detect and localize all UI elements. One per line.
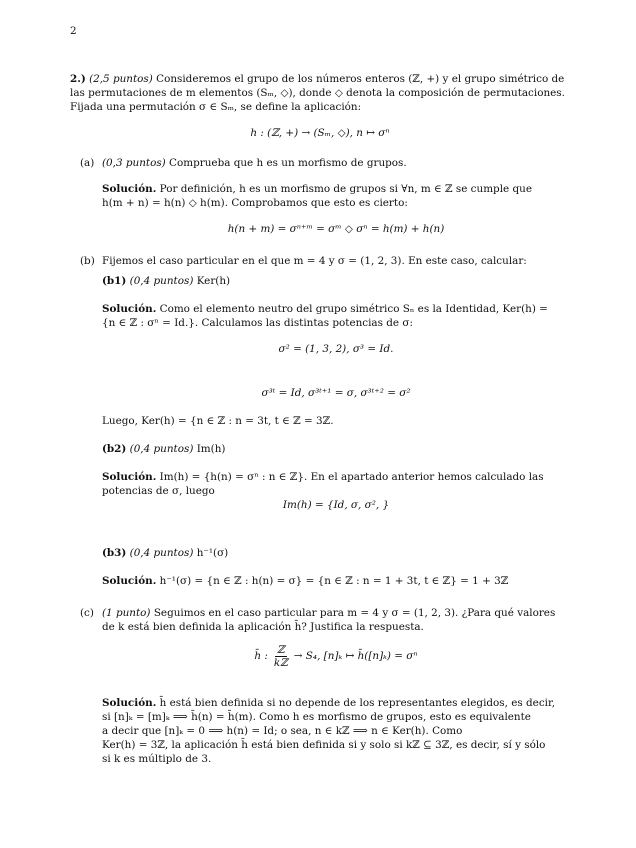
b2-label: (b2) [102,443,127,455]
problem-intro-line1 [70,72,570,86]
b2-equation: Im(h) = {Id, σ, σ², } [282,499,390,511]
part-a-statement-line [102,156,570,170]
problem-intro-line3: Fijada una permutación σ ∈ Sₘ, se define la aplicación: [70,101,362,113]
b3-heading [102,546,570,560]
b3-solution-label: Solución. [102,575,157,587]
part-a-points: (0,3 puntos) [102,157,166,169]
b1-equation2: σ³ᵗ = Id, σ³ᵗ⁺¹ = σ, σ³ᵗ⁺² = σ² [261,387,411,399]
b1-solution-text1: Como el elemento neutro del grupo simétrico Sₙ es la Identidad, Ker(h) = [159,303,548,315]
b3-points: (0,4 puntos) [129,547,194,559]
b1-conclusion: Luego, Ker(h) = {n ∈ ℤ : n = 3t, t ∈ ℤ = 3ℤ. [102,415,334,427]
part-a-statement: Comprueba que h es un morfismo de grupos. [169,157,407,169]
b2-solution-label: Solución. [102,471,157,483]
part-c-solution-line2: si [n]ₖ = [m]ₖ ⟹ h̄(n) = h̄(m). Como h es morfismo de grupos, esto es equivalente [102,711,531,723]
b2-title: Im(h) [196,443,226,455]
part-a-equation: h(n + m) = σⁿ⁺ᵐ = σᵐ ◇ σⁿ = h(m) + h(n) [227,223,445,235]
fraction-denominator: kℤ [273,657,288,669]
part-b-label: (b) [80,255,95,267]
part-c-solution-line3: a decir que [n]ₖ = 0 ⟹ h(n) = Id; o sea, n ∈ kℤ ⟹ n ∈ Ker(h). Como [102,725,463,737]
part-a-solution-label: Solución. [102,183,157,195]
part-c-map [102,644,570,669]
b2-points: (0,4 puntos) [129,443,194,455]
b1-heading [102,274,570,288]
problem-number: 2.) [70,73,86,85]
problem-intro-line2: las permutaciones de m elementos (Sₘ, ◇), donde ◇ denota la composición de permutaciones. [70,87,565,99]
b1-title: Ker(h) [196,275,231,287]
part-a-label: (a) [80,157,95,169]
part-c-solution-line4: Ker(h) = 3ℤ, la aplicación h̄ está bien definida si y solo si kℤ ⊆ 3ℤ, es decir, sí y sólo [102,739,546,751]
b2-solution-line1 [102,470,570,484]
part-c-label: (c) [80,607,94,619]
b1-solution-line1 [102,302,570,316]
b3-title: h⁻¹(σ) [196,547,229,559]
page-number: 2 [70,25,77,37]
problem-intro-text1: Consideremos el grupo de los números enteros (ℤ, +) y el grupo simétrico de [156,73,565,85]
part-c-solution-line1 [102,696,570,710]
fraction-numerator: ℤ [277,644,285,656]
part-c-map-lhs: h̄ : [254,650,268,663]
b1-equation1: σ² = (1, 3, 2), σ³ = Id. [278,343,394,355]
part-c-solution-label: Solución. [102,697,157,709]
part-c-statement-line2: de k está bien definida la aplicación h̄? Justifica la respuesta. [102,621,424,633]
part-a-solution-line2: h(m + n) = h(n) ◇ h(m). Comprobamos que esto es cierto: [102,197,408,209]
b2-solution-text1: Im(h) = {h(n) = σⁿ : n ∈ ℤ}. En el apartado anterior hemos calculado las [159,471,544,483]
part-a-solution-line1 [102,182,570,196]
b1-points: (0,4 puntos) [129,275,194,287]
part-b-statement: Fijemos el caso particular en el que m = 4 y σ = (1, 2, 3). En este caso, calcular: [102,255,527,267]
b3-solution-text: h⁻¹(σ) = {n ∈ ℤ : h(n) = σ} = {n ∈ ℤ : n = 1 + 3t, t ∈ ℤ} = 1 + 3ℤ [159,575,509,587]
b2-heading [102,442,570,456]
b3-label: (b3) [102,547,127,559]
b1-label: (b1) [102,275,127,287]
part-c-map-rhs: → S₄, [n]ₖ ↦ h̄([n]ₖ) = σⁿ [293,650,418,663]
part-c-statement-line1 [102,606,570,620]
map-definition: h : (ℤ, +) → (Sₘ, ◇), n ↦ σⁿ [250,127,390,139]
b1-solution-line2: {n ∈ ℤ : σⁿ = Id.}. Calculamos las distintas potencias de σ: [102,317,413,329]
part-c-fraction [272,644,290,669]
problem-points: (2,5 puntos) [89,73,153,85]
part-c-points: (1 punto) [102,607,151,619]
b3-solution-line [102,574,570,588]
part-c-statement-text1: Seguimos en el caso particular para m = 4 y σ = (1, 2, 3). ¿Para qué valores [153,607,556,619]
part-c-solution-line5: si k es múltiplo de 3. [102,753,212,765]
b2-solution-line2: potencias de σ, luego [102,485,215,497]
part-a-solution-text1: Por definición, h es un morfismo de grupos si ∀n, m ∈ ℤ se cumple que [159,183,532,195]
b1-solution-label: Solución. [102,303,157,315]
part-c-solution-text1: h̄ está bien definida si no depende de los representantes elegidos, es decir, [159,697,556,709]
